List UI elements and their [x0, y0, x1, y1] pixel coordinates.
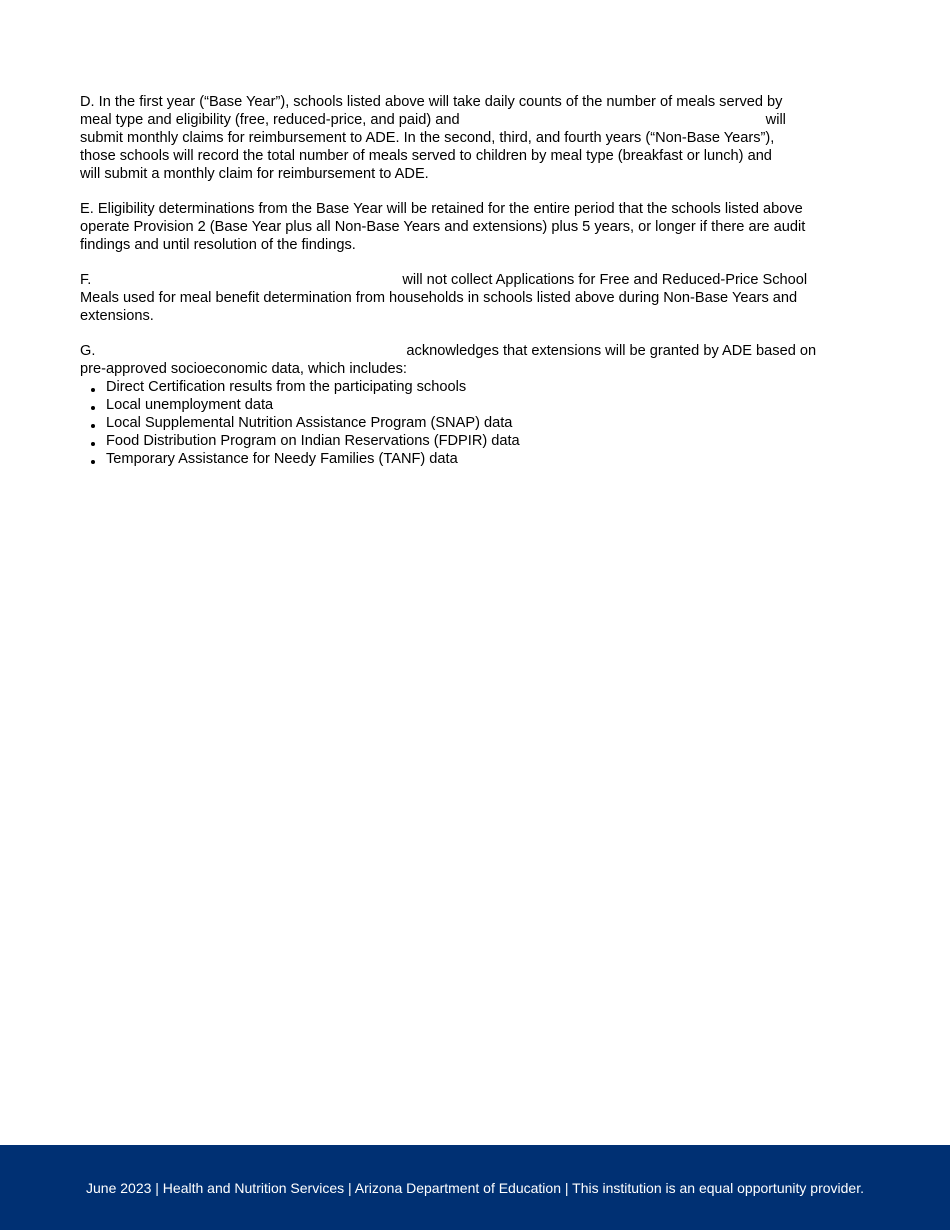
paragraph-g — [80, 342, 860, 468]
paragraph-f-line-3: extensions. — [80, 308, 154, 324]
paragraph-f-line-1 — [80, 271, 860, 289]
footer-text: June 2023 | Health and Nutrition Services | Arizona Department of Education | This institution is an equal opportunity provider. — [86, 1179, 864, 1196]
paragraph-f-line-1-text: will not collect Applications for Free and Reduced-Price School — [402, 272, 808, 288]
paragraph-e-line-2: operate Provision 2 (Base Year plus all Non-Base Years and extensions) plus 5 years, or longer if there are audit — [80, 219, 806, 235]
paragraph-d-line-3: submit monthly claims for reimbursement to ADE. In the second, third, and fourth years (“Non-Base Years”), — [80, 130, 775, 146]
paragraph-g-line-1 — [80, 342, 860, 360]
paragraph-d-line-5: will submit a monthly claim for reimbursement to ADE. — [80, 166, 429, 182]
paragraph-f — [80, 271, 860, 325]
socioeconomic-data-list — [80, 378, 860, 468]
paragraph-e-line-3: findings and until resolution of the findings. — [80, 237, 356, 253]
document-body — [80, 93, 860, 485]
paragraph-g-label: G. — [80, 343, 96, 359]
paragraph-d-line-4: those schools will record the total number of meals served to children by meal type (breakfast or lunch) and — [80, 148, 772, 164]
paragraph-d — [80, 93, 860, 183]
paragraph-f-label: F. — [80, 272, 92, 288]
paragraph-d-line-2-start: meal type and eligibility (free, reduced-price, and paid) and — [80, 112, 460, 128]
paragraph-f-line-2: Meals used for meal benefit determination from households in schools listed above during Non-Base Years and — [80, 290, 798, 306]
paragraph-d-line-2-end: will — [765, 112, 786, 128]
list-item: Local unemployment data — [80, 396, 860, 414]
list-item: Local Supplemental Nutrition Assistance Program (SNAP) data — [80, 414, 860, 432]
paragraph-d-line-2 — [80, 111, 860, 129]
paragraph-g-line-1-text: acknowledges that extensions will be granted by ADE based on — [406, 343, 817, 359]
paragraph-e-line-1: E. Eligibility determinations from the Base Year will be retained for the entire period that the schools listed above — [80, 201, 803, 217]
paragraph-e — [80, 200, 860, 254]
paragraph-d-line-1: D. In the first year (“Base Year”), schools listed above will take daily counts of the number of meals served by — [80, 94, 783, 110]
list-item: Direct Certification results from the participating schools — [80, 378, 860, 396]
paragraph-g-line-2: pre-approved socioeconomic data, which includes: — [80, 361, 407, 377]
list-item: Temporary Assistance for Needy Families (TANF) data — [80, 450, 860, 468]
footer-bar — [0, 1145, 950, 1230]
list-item: Food Distribution Program on Indian Reservations (FDPIR) data — [80, 432, 860, 450]
